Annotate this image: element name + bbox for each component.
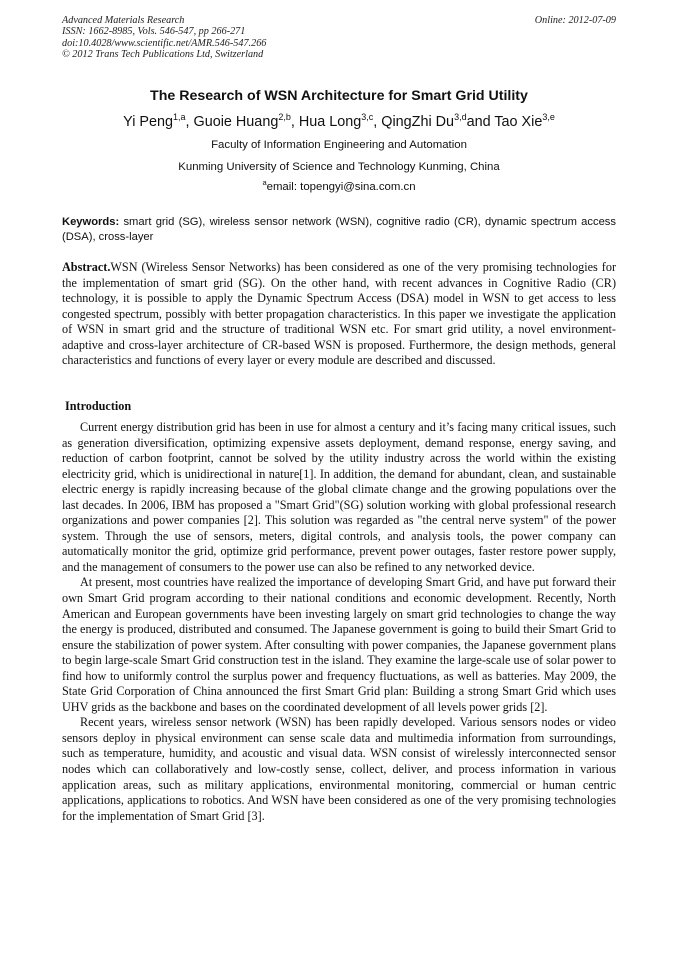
author	[299, 114, 381, 130]
author-list	[62, 114, 616, 130]
introduction-body	[62, 420, 616, 824]
affiliation-faculty: Faculty of Information Engineering and Automation	[211, 139, 467, 151]
author-affiliation-mark: 3,d	[454, 112, 467, 122]
author-separator: ,	[185, 114, 194, 130]
author	[381, 114, 466, 130]
abstract-label: Abstract.	[62, 260, 111, 274]
author-affiliation-mark: 1,a	[173, 112, 186, 122]
email-text: email: topengyi@sina.com.cn	[266, 181, 416, 193]
keywords-text: smart grid (SG), wireless sensor network (WSN), cognitive radio (CR), dynamic spectrum access (DSA), cross-layer	[62, 216, 616, 243]
author-separator: ,	[373, 114, 382, 130]
keywords-block	[62, 215, 616, 245]
abstract-paragraph	[62, 260, 616, 369]
author	[123, 114, 193, 130]
section-heading-introduction: Introduction	[65, 399, 132, 413]
author-name: QingZhi Du	[381, 114, 455, 130]
journal-doi: doi:10.4028/www.scientific.net/AMR.546-547.266	[62, 37, 267, 49]
author-affiliation-mark: 3,c	[361, 112, 374, 122]
abstract-text: WSN (Wireless Sensor Networks) has been considered as one of the very promising technologies for the implementation of smart grid (SG). On the other hand, with recent advances in Cognitive Radio (CR) technology, it is possible to apply the Dynamic Spectrum Access (DSA) model in WSN to get access to less congested spectrum, possibly with better propagation characteristics. In this paper we investigate the application of WSN in smart grid and the structure of traditional WSN etc. For smart grid utility, a novel environment-adaptive and cross-layer architecture of CR-based WSN is proposed. Furthermore, the design methods, general characteristics and functions of every layer or every module are described and discussed.	[62, 260, 616, 368]
intro-paragraph: Current energy distribution grid has been in use for almost a century and it’s facing many critical issues, such as generation diversification, optimizing expensive assets deployment, demand response, energy saving, and reduction of carbon footprint, cannot be solved by the utility industry across the world within the existing electricity grid, which is unidirectional in nature[1]. In addition, the demand for abundant, clean, and sustainable electric energy is rapidly increasing because of the global climate change and the growing populations over the last decades. In 2006, IBM has proposed a "Smart Grid"(SG) solution working with global professional research organizations and power companies [2]. This solution was regarded as "the central nerve system" of the power system. Through the use of sensors, meters, digital controls, and analysis tools, the power company can automatically monitor the grid, optimize grid performance, prevent power outages, faster restore power supply, and the management of consumers to the power use can also be refined to any networked device.	[62, 420, 616, 574]
journal-copyright: © 2012 Trans Tech Publications Ltd, Switzerland	[62, 49, 264, 61]
journal-issn: ISSN: 1662-8985, Vols. 546-547, pp 266-271	[62, 26, 246, 38]
author-email	[62, 178, 616, 193]
author-name: Hua Long	[298, 114, 362, 130]
author-name: and Tao Xie	[466, 114, 543, 130]
keywords-label: Keywords:	[62, 216, 120, 228]
author-name: Guoie Huang	[193, 114, 279, 130]
journal-header	[62, 15, 616, 61]
author	[194, 114, 299, 130]
abstract-block	[62, 260, 616, 369]
author-name: Yi Peng	[123, 114, 173, 130]
affiliation-university: Kunming University of Science and Technology Kunming, China	[178, 161, 500, 173]
author	[467, 114, 555, 130]
author-separator: ,	[290, 114, 299, 130]
paper-title: The Research of WSN Architecture for Smart Grid Utility	[150, 88, 528, 104]
intro-paragraph: At present, most countries have realized the importance of developing Smart Grid, and have put forward their own Smart Grid program according to their national conditions and economic development. Recently, North American and European governments have been investing largely on smart grid technologies to change the way the energy is produced, distributed and consumed. The Japanese government is going to build their Smart Grid to ensure the stabilization of power system. After consulting with power companies, the Japanese government plans to begin large-scale Smart Grid construction test in the island. They examine the large-scale use of solar power to find how to uniformly control the surplus power and frequency fluctuations, as well as batteries. May 2009, the State Grid Corporation of China announced the first Smart Grid plan: Building a strong Smart Grid which uses UHV grids as the backbone and bases on the coordinated development of all levels power grids [2].	[62, 575, 616, 714]
online-date: Online: 2012-07-09	[534, 15, 616, 26]
author-affiliation-mark: 2,b	[278, 112, 291, 122]
email-mark: a	[262, 178, 267, 187]
intro-paragraph: Recent years, wireless sensor network (WSN) has been rapidly developed. Various sensors nodes or video sensors deploy in physical environment can sense scale data and multimedia information from surroundings, such as temperature, humidity, and acoustic and visual data. WSN consist of wirelessly interconnected sensor nodes which can collaboratively and low-costly sense, collect, deliver, and process information in various application areas, such as military applications, environmental monitoring, commercial or human centric applications, applications to robotics. And WSN have been considered as one of the very promising technologies for the implementation of Smart Grid [3].	[62, 715, 616, 823]
author-affiliation-mark: 3,e	[542, 112, 555, 122]
journal-name: Advanced Materials Research	[62, 15, 185, 26]
